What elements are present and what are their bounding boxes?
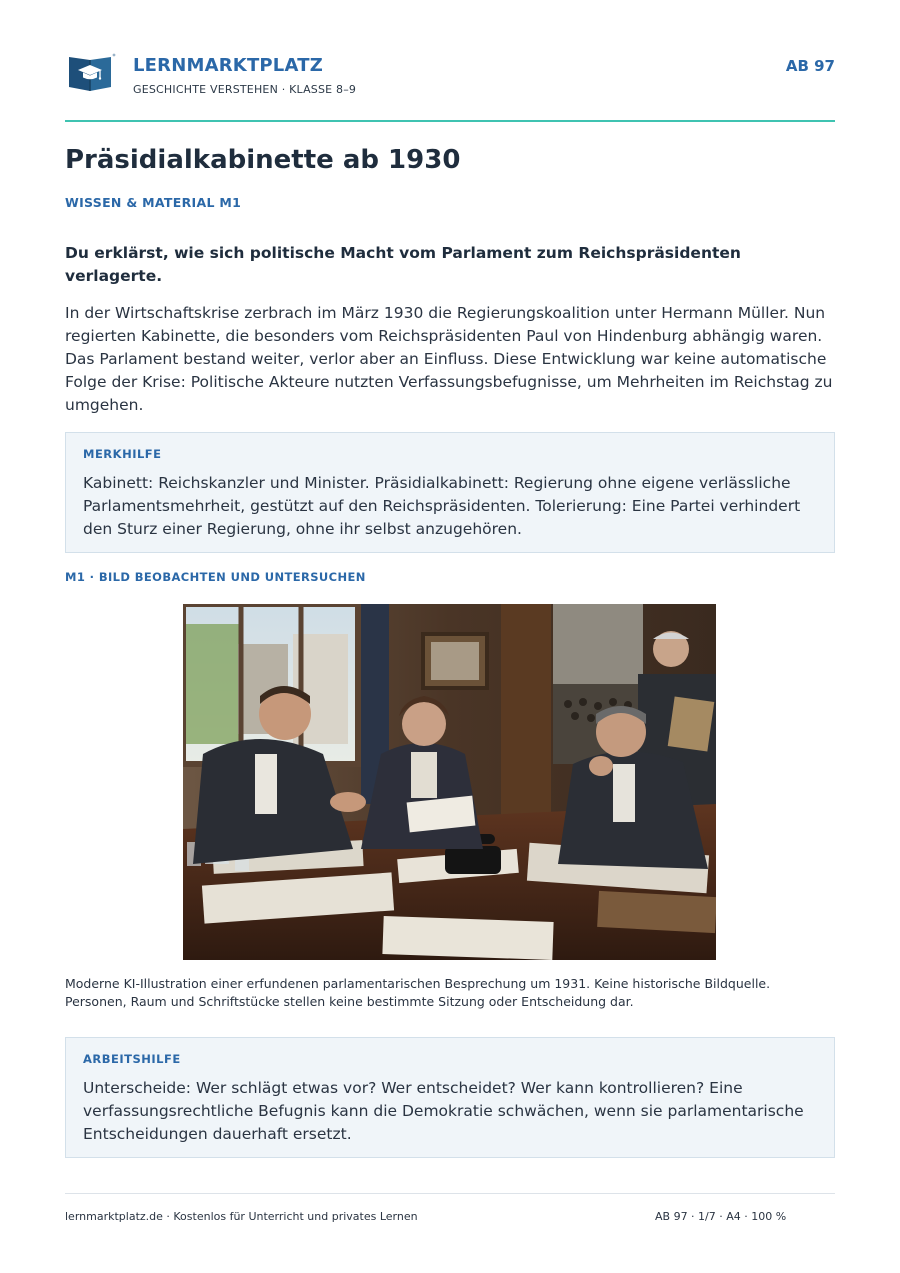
page-title: Präsidialkabinette ab 1930 [65, 145, 461, 175]
footer-page-info: AB 97 · 1/7 · A4 · 100 % [655, 1210, 787, 1223]
merkhilfe-box [65, 432, 835, 553]
merkhilfe-label: MERKHILFE [83, 447, 162, 461]
m1-caption: Moderne KI-Illustration einer erfundenen parlamentarischen Besprechung um 1931. Keine historische Bildquelle. Personen, Raum und Schriftstücke stellen keine bestimmte Sitzung oder Entscheidung dar. [65, 976, 771, 1009]
header-divider [65, 120, 835, 122]
arbeitshilfe-label: ARBEITSHILFE [83, 1052, 181, 1066]
intro-paragraph: In der Wirtschaftskrise zerbrach im März 1930 die Regierungskoalition unter Hermann Müller. Nun regierten Kabinette, die besonders vom Reichspräsidenten Paul von Hindenburg abhängig waren. Das Parlament bestand weiter, verlor aber an Einfluss. Diese Entwicklung war keine automatische Folge der Krise: Politische Akteure nutzten Verfassungsbefugnisse, um Mehrheiten im Reichstag zu umgehen. [65, 304, 833, 414]
page-header [65, 50, 835, 100]
graduation-cap-book-icon [68, 53, 116, 93]
arbeitshilfe-text: Unterscheide: Wer schlägt etwas vor? Wer entscheidet? Wer kann kontrollieren? Eine verfassungsrechtliche Befugnis kann die Demokratie schwächen, wenn sie parlamentarische Entscheidungen dauerhaft ersetzt. [83, 1079, 804, 1143]
brand-name: LERNMARKTPLATZ [133, 55, 323, 76]
footer-site-info: lernmarktplatz.de · Kostenlos für Unterricht und privates Lernen [65, 1210, 418, 1223]
m1-illustration [183, 604, 716, 960]
m1-heading: M1 · BILD BEOBACHTEN UND UNTERSUCHEN [65, 570, 366, 584]
brand-subtitle: GESCHICHTE VERSTEHEN · KLASSE 8–9 [133, 83, 357, 96]
sheet-number: AB 97 [785, 57, 835, 75]
arbeitshilfe-box [65, 1037, 835, 1158]
merkhilfe-text: Kabinett: Reichskanzler und Minister. Präsidialkabinett: Regierung ohne eigene verlässliche Parlamentsmehrheit, gestützt auf den Reichspräsidenten. Tolerierung: Eine Partei verhindert den Sturz einer Regierung, ohne ihr selbst anzugehören. [83, 474, 801, 538]
learning-goal: Du erklärst, wie sich politische Macht vom Parlament zum Reichspräsidenten verlagerte. [65, 244, 741, 285]
footer-divider [65, 1193, 835, 1194]
section-kicker: WISSEN & MATERIAL M1 [65, 195, 242, 210]
